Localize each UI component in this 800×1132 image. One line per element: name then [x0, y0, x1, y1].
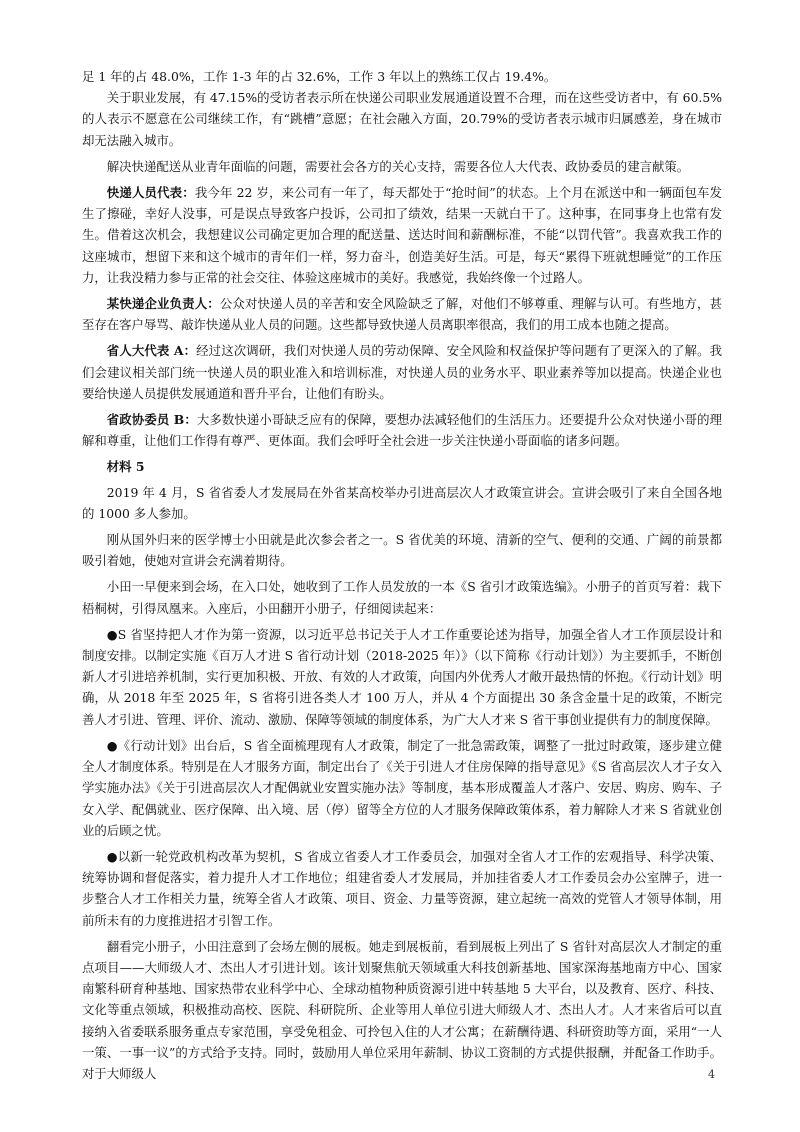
- document-page: [82, 66, 722, 1089]
- page-number: 4: [708, 1068, 715, 1081]
- bullet-paragraph-3: ●以新一轮党政机构改革为契机，S 省成立省委人才工作委员会，加强对全省人才工作的宏观指导、科学决策、统筹协调和督促落实，着力提升人才工作地位；组建省委人才发展局，并加挂省委人才工作委员会办公室牌子，进一步整合人才工作相关力量，统筹全省人才政策、项目、资金、力量等资源，建立起统一高效的党管人才领导体制，用前所未有的力度推进招才引智工作。: [82, 848, 722, 928]
- speaker-label: 省人大代表 A：: [106, 343, 197, 359]
- speech-courier-rep: 快递人员代表：我今年 22 岁，来公司有一年了，每天都处于“抢时间”的状态。上个月在派送中和一辆面包车发生了擦碰，幸好人没事，可是误点导致客户投诉，公司扣了绩效，结果一天就白干了。这种事，在同事身上也常有发生。借着这次机会，我想建议公司确定更加合理的配送量、送达时间和薪酬标准，不能“以罚代管”。我喜欢我工作的这座城市，想留下来和这个城市的青年们一样，努力奋斗，创造美好生活。可是，每天“累得下班就想睡觉”的工作压力，让我没精力参与正常的社会交往、体验这座城市的美好。我感觉，我始终像一个过路人。: [82, 185, 723, 285]
- paragraph-9: 刚从国外归来的医学博士小田就是此次参会者之一。S 省优美的环境、清新的空气、便利的交通、广阔的前景都吸引着她，使她对宣讲会充满着期待。: [82, 532, 722, 569]
- paragraph-14: 翻看完小册子，小田注意到了会场左侧的展板。她走到展板前，看到展板上列出了 S 省针对高层次人才制定的重点项目——大师级人才、杰出人才引进计划。该计划聚焦航天领域重大科技创新基地、国家深海基地南方中心、国家南繁科研育种基地、国家热带农业科学中心、全球动植物种质资源引进中转基地 5 大平台，以及教育、医疗、科技、文化等重点领域，积极推动高校、医院、科研院所、企业等用人单位引进大师级人才、杰出人才。人才来省后可以直接纳入省委联系服务重点专家范围，享受免租金、可拎包入住的人才公寓；在薪酬待遇、科研资助等方面，采用“一人一策、一事一议”的方式给予支持。同时，鼓励用人单位采用年薪制、协议工资制的方式提供报酬，并配备工作助手。对于大师级人: [82, 938, 722, 1081]
- speaker-label: 快递人员代表：: [106, 185, 195, 201]
- speaker-label: 某快递企业负责人：: [106, 296, 220, 312]
- speech-npc-deputy-a: 省人大代表 A：经过这次调研，我们对快递人员的劳动保障、安全风险和权益保护等问题有了更深入的了解。我们会建议相关部门统一快递人员的职业准入和培训标准，对快递人员的业务水平、职业素养等加以提高。快递企业也要给快递人员提供发展通道和晋升平台，让他们有盼头。: [82, 343, 722, 401]
- speaker-label: 省政协委员 B：: [106, 412, 197, 428]
- bullet-paragraph-2: ●《行动计划》出台后，S 省全面梳理现有人才政策，制定了一批急需政策，调整了一批过时政策，逐步建立健全人才制度体系。特别是在人才服务方面，制定出台了《关于引进人才住房保障的指导意见》《S 省高层次人才子女入学实施办法》《关于引进高层次人才配偶就业安置实施办法》等制度，基本形成覆盖人才落户、安居、购房、购车、子女入学、配偶就业、医疗保障、出入境、居（停）留等全方位的人才服务保障政策体系，着力解除人才来 S 省就业创业的后顾之忧。: [82, 737, 722, 838]
- speech-cppcc-member-b: 省政协委员 B：大多数快递小哥缺乏应有的保障，要想办法减轻他们的生活压力。还要提升公众对快递小哥的理解和尊重，让他们工作得有尊严、更体面。我们会呼吁全社会进一步关注快递小哥面临的诸多问题。: [82, 412, 722, 449]
- paragraph-1: 关于职业发展，有 47.15%的受访者表示所在快递公司职业发展通道设置不合理，而在这些受访者中，有 60.5%的人表示不愿意在公司继续工作，有“跳槽”意愿；在社会融入方面，20.79%的受访者表示城市归属感差，身在城市却无法融入城市。: [82, 90, 722, 148]
- paragraph-8: 2019 年 4 月，S 省省委人才发展局在外省某高校举办引进高层次人才政策宣讲会。宣讲会吸引了来自全国各地的 1000 多人参加。: [82, 484, 722, 521]
- paragraph-2: 解决快递配送从业青年面临的问题，需要社会各方的关心支持，需要各位人大代表、政协委员的建言献策。: [106, 158, 690, 174]
- paragraph-0: 足 1 年的占 48.0%，工作 1-3 年的占 32.6%，工作 3 年以上的熟练工仅占 19.4%。: [82, 69, 557, 84]
- section-heading-material-5: 材料 5: [106, 459, 145, 475]
- paragraph-10: 小田一早便来到会场，在入口处，她收到了工作人员发放的一本《S 省引才政策选编》。小册子的首页写着：栽下梧桐树，引得凤凰来。入座后，小田翻开小册子，仔细阅读起来：: [82, 579, 722, 616]
- bullet-paragraph-1: ●S 省坚持把人才作为第一资源，以习近平总书记关于人才工作重要论述为指导，加强全省人才工作顶层设计和制度安排。以制定实施《百万人才进 S 省行动计划（2018-2025 年）》（以下简称《行动计划》）为主要抓手，不断创新人才引进培养机制，实行更加积极、开放、有效的人才政策，向国内外优秀人才敞开最热情的怀抱。《行动计划》明确，从 2018 年至 2025 年，S 省将引进各类人才 100 万人，并从 4 个方面提出 30 条含金量十足的政策，不断完善人才引进、管理、评价、流动、激励、保障等领域的制度体系，为广大人才来 S 省干事创业提供有力的制度保障。: [82, 626, 722, 727]
- speech-enterprise-head: 某快递企业负责人：公众对快递人员的辛苦和安全风险缺乏了解，对他们不够尊重、理解与认可。有些地方，甚至存在客户辱骂、敲诈快递从业人员的问题。这些都导致快递人员离职率很高，我们的用工成本也随之提高。: [82, 296, 723, 333]
